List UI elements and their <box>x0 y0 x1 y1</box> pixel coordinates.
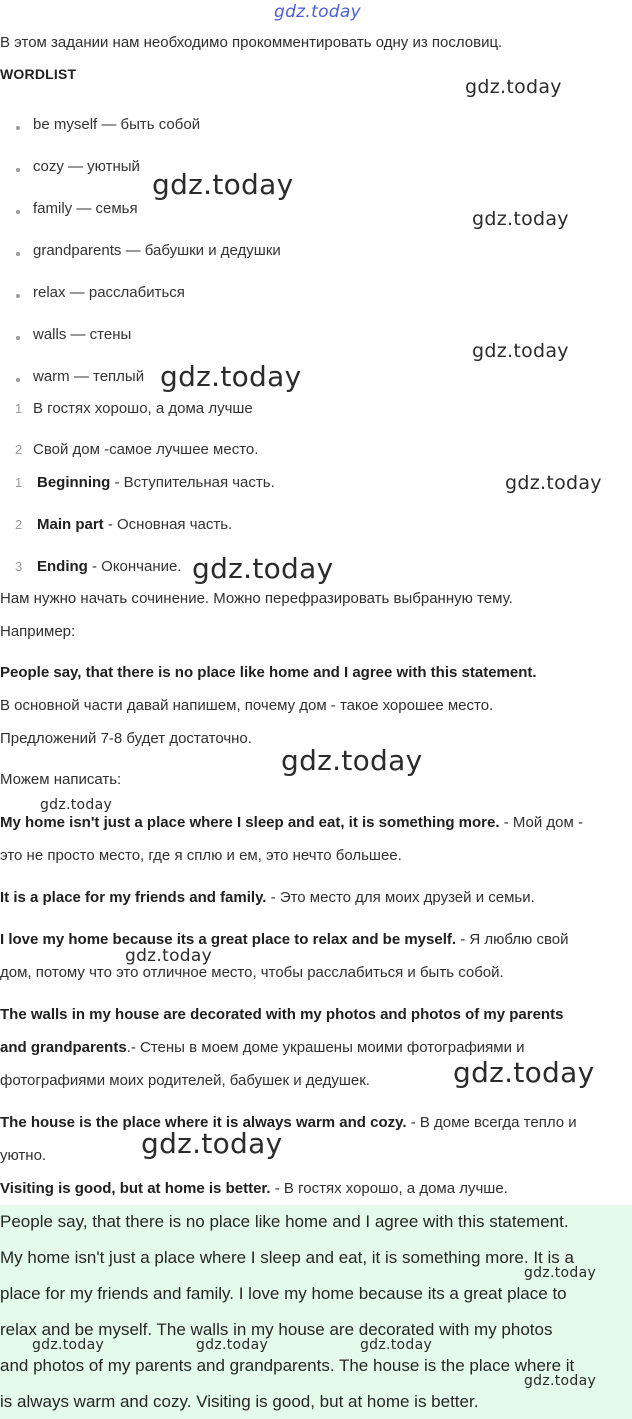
list-number: 3 <box>15 559 23 574</box>
bullet-icon <box>16 294 20 298</box>
list-number: 1 <box>15 401 23 416</box>
phrase-ru: - В доме всегда тепло и <box>406 1114 577 1131</box>
phrase-ru-cont: дом, потому что это отличное место, чтобы расслабиться и быть собой. <box>0 964 504 981</box>
phrase-ru: - Я люблю свой <box>456 931 569 948</box>
watermark: gdz.today <box>472 340 569 362</box>
plan-item <box>37 516 232 534</box>
wordlist-item: relax — расслабиться <box>33 284 185 301</box>
list-number: 2 <box>15 442 23 457</box>
phrase-line <box>0 1114 577 1132</box>
example-label: Например: <box>0 623 76 640</box>
phrase-en: It is a place for my friends and family. <box>0 889 267 906</box>
watermark: gdz.today <box>281 744 423 777</box>
phrase-en: The walls in my house are decorated with my photos and photos of my parents <box>0 1006 564 1023</box>
phrase-line <box>0 889 535 907</box>
plan-term: Ending <box>37 558 88 575</box>
wordlist-item: grandparents — бабушки и дедушки <box>33 242 281 259</box>
watermark: gdz.today <box>125 946 212 966</box>
plan-term: Main part <box>37 516 104 533</box>
intro-text: В этом задании нам необходимо прокомментировать одну из пословиц. <box>0 34 503 51</box>
wordlist-item: be myself — быть собой <box>33 116 201 133</box>
phrase-ru-cont: фотографиями моих родителей, бабушек и дедушек. <box>0 1072 370 1089</box>
watermark-top: gdz.today <box>274 2 361 22</box>
watermark: gdz.today <box>141 1127 283 1160</box>
list-number: 2 <box>15 517 23 532</box>
watermark: gdz.today <box>472 208 569 230</box>
paragraph-start: Нам нужно начать сочинение. Можно перефразировать выбранную тему. <box>0 590 513 607</box>
phrase-en: My home isn't just a place where I sleep and eat, it is something more. <box>0 814 500 831</box>
phrase-en-cont: and grandparents <box>0 1039 127 1056</box>
wordlist-item: family — семья <box>33 200 138 217</box>
watermark: gdz.today <box>40 797 113 813</box>
watermark: gdz.today <box>524 1265 597 1281</box>
watermark: gdz.today <box>453 1056 595 1089</box>
plan-item <box>37 474 275 492</box>
phrase-ru-cont: уютно. <box>0 1147 47 1164</box>
essay-line: is always warm and cozy. Visiting is good, but at home is better. <box>0 1392 479 1411</box>
watermark: gdz.today <box>360 1337 433 1353</box>
wordlist-item: walls — стены <box>33 326 132 343</box>
bullet-icon <box>16 168 20 172</box>
essay-line: People say, that there is no place like home and I agree with this statement. <box>0 1212 569 1231</box>
watermark: gdz.today <box>505 472 602 494</box>
phrase-ru: .- Стены в моем доме украшены моими фотографиями и <box>126 1039 525 1056</box>
main-part-intro: В основной части давай напишем, почему дом - такое хорошее место. <box>0 697 494 714</box>
phrase-ru: - Мой дом - <box>499 814 583 831</box>
phrase-en: The house is the place where it is always warm and cozy. <box>0 1114 407 1131</box>
phrase-line <box>0 1180 508 1198</box>
essay-line: and photos of my parents and grandparents. The house is the place where it <box>0 1356 575 1375</box>
wordlist-item: cozy — уютный <box>33 158 140 175</box>
proverb-item: Свой дом -самое лучшее место. <box>33 441 259 458</box>
wordlist-item: warm — теплый <box>33 368 145 385</box>
bullet-icon <box>16 126 20 130</box>
phrase-line <box>0 814 583 832</box>
watermark: gdz.today <box>160 360 302 393</box>
watermark: gdz.today <box>152 168 294 201</box>
bullet-icon <box>16 378 20 382</box>
bullet-icon <box>16 252 20 256</box>
bullet-icon <box>16 336 20 340</box>
phrase-en: I love my home because its a great place to relax and be myself. <box>0 931 457 948</box>
watermark: gdz.today <box>32 1337 105 1353</box>
phrase-en: Visiting is good, but at home is better. <box>0 1180 271 1197</box>
plan-desc: - Окончание. <box>87 558 182 575</box>
phrase-ru: - Это место для моих друзей и семьи. <box>266 889 535 906</box>
phrase-line <box>0 931 568 949</box>
watermark: gdz.today <box>524 1373 597 1389</box>
essay-line: My home isn't just a place where I sleep and eat, it is something more. It is a <box>0 1248 574 1267</box>
bullet-icon <box>16 210 20 214</box>
plan-term: Beginning <box>37 474 111 491</box>
plan-desc: - Основная часть. <box>103 516 233 533</box>
essay-line: relax and be myself. The walls in my house are decorated with my photos <box>0 1320 553 1339</box>
watermark: gdz.today <box>465 76 562 98</box>
wordlist-heading: WORDLIST <box>0 66 77 82</box>
phrase-line <box>0 1039 525 1057</box>
can-write-label: Можем написать: <box>0 771 122 788</box>
example-sentence: People say, that there is no place like home and I agree with this statement. <box>0 664 537 681</box>
plan-item <box>37 558 182 576</box>
proverb-item: В гостях хорошо, а дома лучше <box>33 400 253 417</box>
phrase-ru-cont: это не просто место, где я сплю и ем, это нечто большее. <box>0 847 402 864</box>
watermark: gdz.today <box>192 552 334 585</box>
watermark: gdz.today <box>196 1337 269 1353</box>
phrase-ru: - В гостях хорошо, а дома лучше. <box>270 1180 508 1197</box>
plan-desc: - Вступительная часть. <box>110 474 275 491</box>
list-number: 1 <box>15 475 23 490</box>
essay-line: place for my friends and family. I love my home because its a great place to <box>0 1284 567 1303</box>
sentences-count: Предложений 7-8 будет достаточно. <box>0 730 252 747</box>
